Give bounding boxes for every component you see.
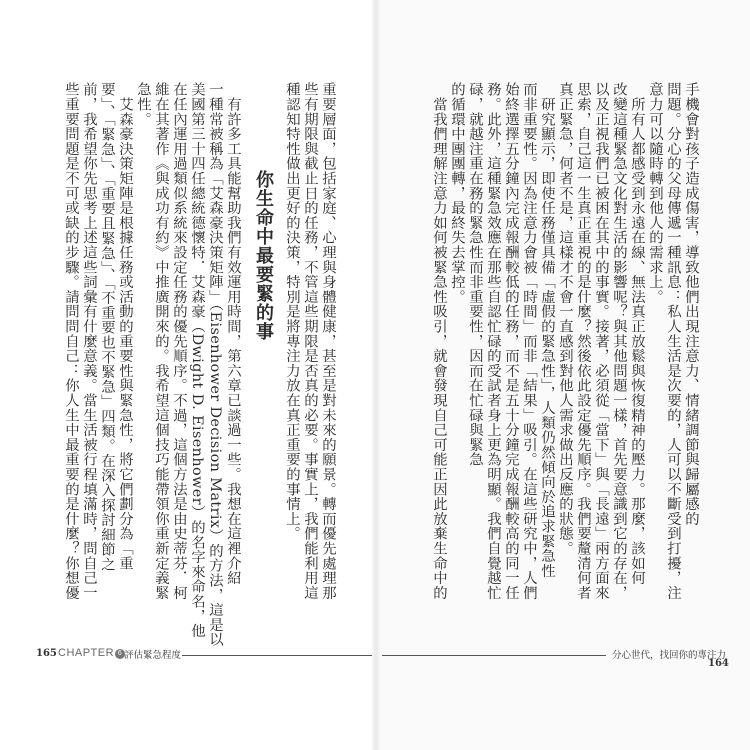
right-col-10: 而非重要性。因為注意力會被「時間」而非「結果」吸引。在這些研究中，人們	[521, 82, 537, 600]
right-col-3: 意力可以隨時轉到他人的需求上。	[647, 82, 663, 304]
left-body-col-6: 急性。	[135, 82, 151, 127]
left-footer-title: 評估緊急程度	[124, 650, 182, 661]
left-body-col-5: 維在其著作《與成功有約》中推廣開來的。我希望這個技巧能帶領你重新定義緊	[153, 82, 169, 600]
left-page-number: 165	[36, 648, 57, 659]
right-col-15: 當我們理解注意力如何被緊急性吸引，就會發現自己可能正因此放棄生命中的	[431, 82, 447, 600]
right-col-12: 務。此外，這種緊急效應在那些自認忙碌的受試者身上更為明顯。我們自覺越忙	[485, 82, 501, 600]
right-col-6: 以及正視我們已被困在其中的事實。接著，必須從「當下」與「長遠」兩方面來	[593, 82, 609, 600]
left-intro-col-3: 種認知特性做出更好的決策，特別是將專注力放在真正重要的事情上。	[284, 82, 300, 541]
left-body-col-10: 些重要問題是不可或缺的步驟。請問問自己：你人生中最重要的是什麼？你想優	[63, 82, 79, 600]
chapter-text: CHAPTER	[58, 647, 115, 659]
right-footer-rule	[382, 655, 606, 656]
right-col-1: 手機會對孩子造成傷害，導致他們出現注意力、情緒調節與歸屬感的	[683, 82, 699, 526]
left-body-col-9: 前，我希望你先思考上述這些詞彙有什麼意義。當生活被行程填滿時，問自己一	[81, 82, 97, 600]
right-col-4: 所有人都感受到永遠在線、無法真正放鬆與恢復精神的壓力。那麼，該如何	[629, 82, 645, 586]
right-col-2: 問題。分心的父母傳遞一種訊息：私人生活是次要的，人可以不斷受到打擾，注	[665, 82, 681, 600]
left-body-col-4: 在任內運用過類似系統來設定任務的優先順序。不過，這個方法是由史蒂芬．柯	[171, 82, 187, 600]
right-col-14: 的循環中團團轉，最終失去掌控。	[449, 82, 465, 304]
left-intro-col-1: 重要層面，包括家庭、心理與身體健康，甚至是對未來的願景。轉而優先處理那	[320, 82, 336, 600]
right-footer	[376, 646, 750, 669]
right-page-number: 164	[708, 658, 729, 669]
left-body-col-3: 美國第三十四任總統德懷特．艾森豪（Dwight D. Eisenhower）的名字來命名，他	[189, 82, 205, 639]
section-heading: 你生命中最要緊的事	[253, 170, 274, 341]
right-col-9: 研究顯示，即使任務僅具備「虛假的緊急性」，人類仍然傾向於追求緊急性	[539, 82, 555, 578]
left-body-col-8: 要」、「緊急」、「重要且緊急」、「不重要也不緊急」四類。在深入探討細節之	[99, 82, 115, 572]
left-body-col-1: 有許多工具能幫助我們有效運用時間，第六章已談過一些。我想在這裡介紹	[225, 82, 241, 586]
chapter-number: 6	[115, 649, 125, 659]
right-footer-title: 分心世代，找回你的專注力	[612, 650, 727, 661]
right-col-11: 始終選擇五分鐘內完成報酬較低的任務，而不是五十分鐘完成報酬較高的同一任	[503, 82, 519, 600]
chapter-label	[58, 647, 125, 659]
book-gutter	[372, 0, 380, 750]
left-intro-col-2: 些有期限與截止日的任務，不管這些期限是否真的必要。事實上，我們能利用這	[302, 82, 318, 600]
left-body-col-2: 一種常被稱為「艾森豪決策矩陣」（Eisenhower Decision Matrix）的方法，這是以	[207, 82, 223, 647]
left-footer	[0, 646, 376, 666]
right-col-8: 真正緊急，何者不是，這樣才不會一直感到對他人需求做出反應的狀態。	[557, 82, 573, 556]
right-col-5: 改變這種緊急文化對生活的影響呢？與其他問題一樣，首先要意識到它的存在，	[611, 82, 627, 600]
right-col-13: 碌，就越注重在務的緊急性而非重要性，因而在忙碌與緊急	[467, 82, 483, 467]
left-footer-rule	[182, 655, 372, 656]
right-col-7: 思索，自己這一生真正重視的是什麼？然後依此設定優先順序。我們要釐清何者	[575, 82, 591, 600]
left-body-col-7: 艾森豪決策矩陣是根據任務或活動的重要性與緊急性，將它們劃分為「重	[117, 82, 133, 571]
